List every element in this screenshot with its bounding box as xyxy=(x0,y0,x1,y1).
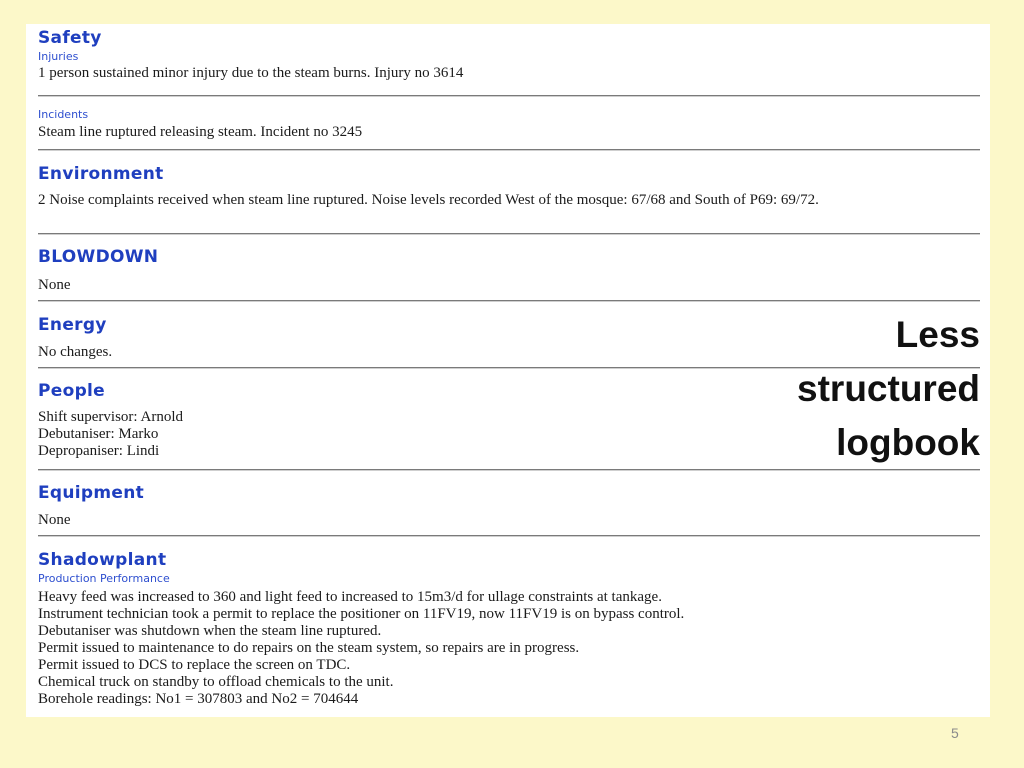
incidents-label: Incidents xyxy=(38,108,89,121)
blowdown-section xyxy=(38,247,980,294)
divider xyxy=(38,300,980,301)
shadowplant-line: Instrument technician took a permit to replace the positioner on 11FV19, now 11FV19 is on bypass control. xyxy=(38,606,685,622)
environment-section xyxy=(38,164,980,209)
shadowplant-line: Chemical truck on standby to offload chemicals to the unit. xyxy=(38,674,394,690)
injuries-label: Injuries xyxy=(38,50,79,63)
divider xyxy=(38,233,980,234)
divider xyxy=(38,535,980,536)
equipment-heading: Equipment xyxy=(38,483,145,503)
production-performance-label: Production Performance xyxy=(38,572,170,585)
safety-section xyxy=(38,28,980,82)
callout-line: Less xyxy=(895,314,980,355)
divider xyxy=(38,95,980,96)
less-structured-logbook-callout xyxy=(720,308,980,470)
safety-heading: Safety xyxy=(38,28,102,48)
shadowplant-line: Permit issued to DCS to replace the screen on TDC. xyxy=(38,657,351,673)
people-heading: People xyxy=(38,381,105,401)
blowdown-text: None xyxy=(38,277,71,293)
divider xyxy=(38,149,980,150)
shadowplant-section xyxy=(38,550,980,708)
environment-heading: Environment xyxy=(38,164,164,184)
injuries-text: 1 person sustained minor injury due to the steam burns. Injury no 3614 xyxy=(38,65,464,81)
energy-text: No changes. xyxy=(38,344,113,360)
callout-line: structured xyxy=(797,368,980,409)
equipment-section xyxy=(38,483,980,529)
incidents-text: Steam line ruptured releasing steam. Incident no 3245 xyxy=(38,124,363,140)
callout-line: logbook xyxy=(836,422,980,463)
shadowplant-heading: Shadowplant xyxy=(38,550,167,570)
energy-heading: Energy xyxy=(38,315,107,335)
shadowplant-line: Permit issued to maintenance to do repairs on the steam system, so repairs are in progress. xyxy=(38,640,580,656)
blowdown-heading: BLOWDOWN xyxy=(38,247,159,267)
people-line-supervisor: Shift supervisor: Arnold xyxy=(38,409,183,425)
shadowplant-line: Heavy feed was increased to 360 and light feed to increased to 15m3/d for ullage constraints at tankage. xyxy=(38,589,662,605)
equipment-text: None xyxy=(38,512,71,528)
page-number: 5 xyxy=(951,725,959,741)
people-line-debutaniser: Debutaniser: Marko xyxy=(38,426,159,442)
environment-text: 2 Noise complaints received when steam line ruptured. Noise levels recorded West of the mosque: 67/68 and South of P69: 69/72. xyxy=(38,192,819,208)
incidents-section xyxy=(38,108,980,141)
shadowplant-lines xyxy=(38,589,980,708)
shadowplant-line: Debutaniser was shutdown when the steam line ruptured. xyxy=(38,623,382,639)
people-line-depropaniser: Depropaniser: Lindi xyxy=(38,443,160,459)
shadowplant-line: Borehole readings: No1 = 307803 and No2 = 704644 xyxy=(38,691,359,707)
